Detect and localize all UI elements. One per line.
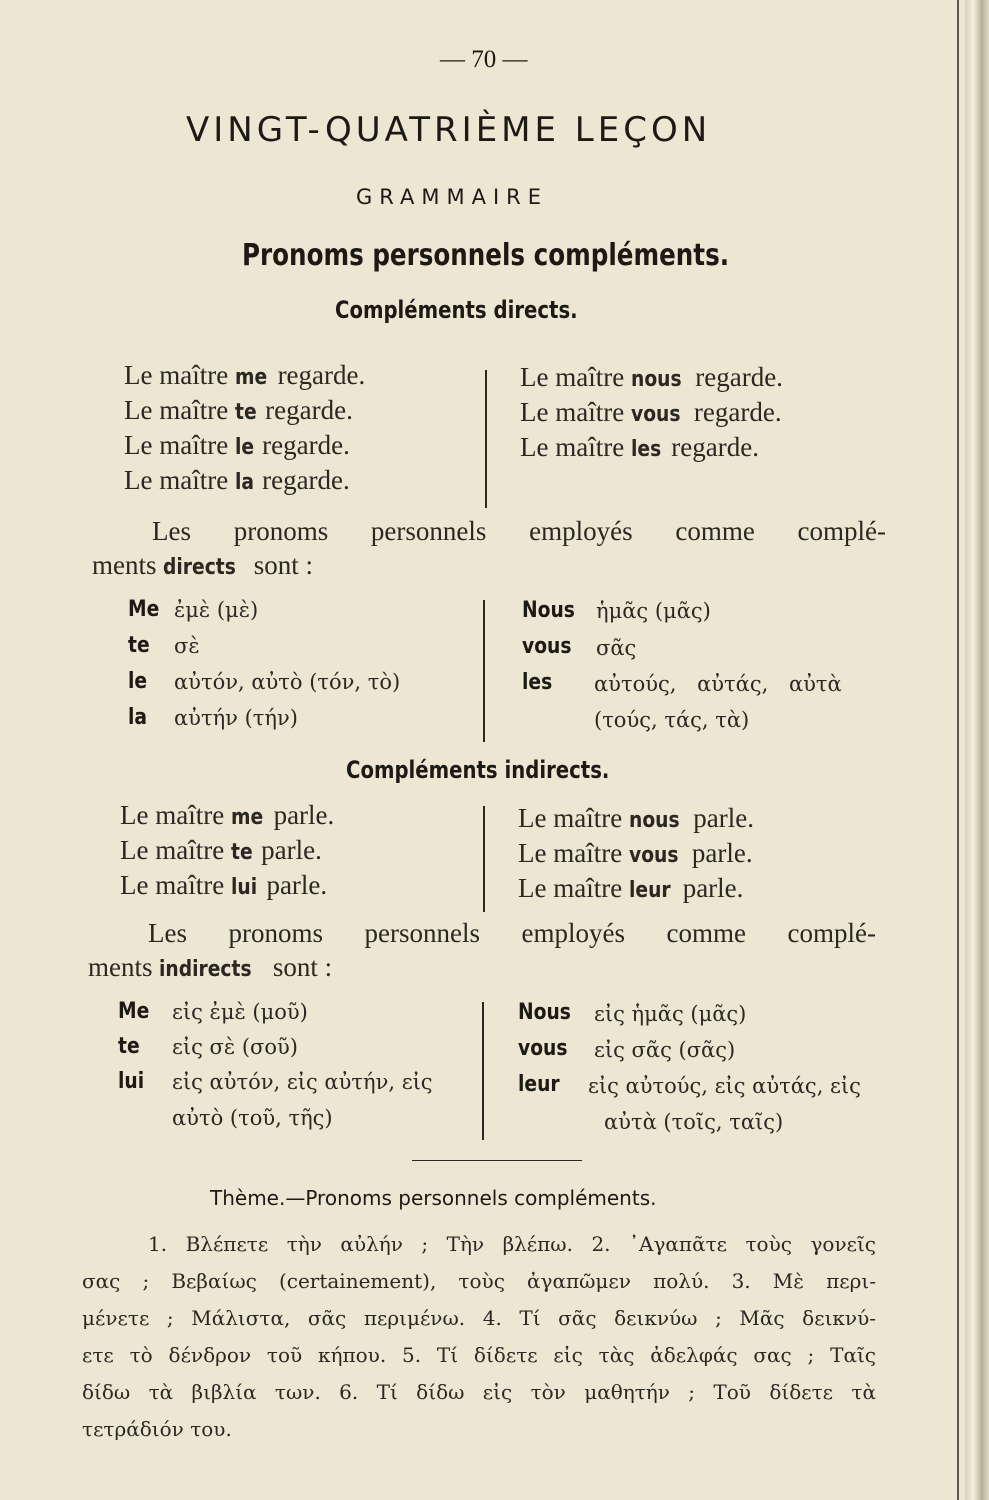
pronoun-fr: lui — [118, 1069, 145, 1094]
pronoun-gr: εἰς αὐτούς, εἰς αὐτάς, εἰς — [588, 1074, 861, 1098]
indirect-heading: Compléments indirects. — [346, 756, 610, 784]
theme-line: ετε τὸ δένδρον τοῦ κήπου. 5. Τί δίδετε εἰς τὰς ἀδελφάς σας ; Ταῖς — [82, 1343, 876, 1367]
pronoun-fr: te — [118, 1034, 140, 1059]
example-line: Le maître vous parle. — [518, 838, 753, 868]
pronoun-gr: αὐτόν, αὐτὸ (τόν, τὸ) — [174, 670, 401, 694]
column-divider — [483, 600, 485, 742]
pronoun-gr: εἰς ἡμᾶς (μᾶς) — [594, 1002, 747, 1026]
column-divider — [482, 1002, 484, 1140]
pronoun-gr: εἰς αὐτόν, εἰς αὐτήν, εἰς — [172, 1070, 433, 1094]
pronoun-gr: εἰς σᾶς (σᾶς) — [594, 1038, 736, 1062]
pronoun-fr: les — [522, 670, 553, 695]
pronoun-gr: ἡμᾶς (μᾶς) — [596, 599, 711, 623]
pronoun-fr: Me — [128, 597, 160, 622]
lesson-title: VINGT-QUATRIÈME LEÇON — [186, 110, 712, 150]
theme-line: 1. Βλέπετε τὴν αὐλήν ; Τὴν βλέπω. 2. ᾿Αγαπᾶτε τοὺς γονεῖς — [148, 1232, 876, 1256]
topic-title: Pronoms personnels compléments. — [242, 238, 730, 273]
pronoun-fr: leur — [518, 1072, 560, 1097]
pronoun-gr: αὐτούς, αὐτάς, αὐτὰ — [594, 672, 842, 696]
example-line: Le maître le regarde. — [124, 430, 350, 460]
pronoun-fr: te — [128, 633, 150, 658]
example-line: Le maître nous parle. — [518, 803, 754, 833]
pronoun-fr: Nous — [522, 598, 575, 623]
column-divider — [485, 370, 487, 508]
example-line: Le maître me regarde. — [124, 360, 366, 390]
page-gutter — [965, 0, 989, 1500]
theme-line: τετράδιόν του. — [82, 1417, 232, 1441]
example-line: Le maître lui parle. — [120, 870, 328, 900]
pronoun-fr: vous — [522, 634, 572, 659]
example-line: Le maître te regarde. — [124, 395, 353, 425]
explanation-text: Les pronoms personnels employés comme complé- — [152, 516, 886, 546]
pronoun-gr-cont: αὐτὸ (τοῦ, τῆς) — [172, 1106, 333, 1130]
explanation-text: Les pronoms personnels employés comme complé- — [148, 918, 876, 948]
example-line: Le maître te parle. — [120, 835, 322, 865]
theme-heading: Thème.—Pronoms personnels compléments. — [210, 1186, 657, 1210]
pronoun-gr: σὲ — [174, 634, 200, 658]
explanation-text: ments directs sont : — [92, 550, 313, 580]
pronoun-gr: αὐτήν (τήν) — [174, 706, 298, 730]
pronoun-gr-cont: (τούς, τάς, τὰ) — [594, 708, 750, 732]
pronoun-gr: εἰς ἐμὲ (μοῦ) — [172, 1000, 308, 1024]
example-line: Le maître la regarde. — [124, 465, 350, 495]
pronoun-gr: ἐμὲ (μὲ) — [174, 598, 259, 622]
pronoun-fr: Me — [118, 999, 150, 1024]
pronoun-gr-cont: αὐτὰ (τοῖς, ταῖς) — [604, 1110, 784, 1134]
column-divider — [483, 806, 485, 912]
example-line: Le maître les regarde. — [520, 432, 759, 462]
theme-line: σας ; Βεβαίως (certainement), τοὺς ἀγαπῶμεν πολύ. 3. Μὲ περι- — [82, 1269, 876, 1293]
page-number: — 70 — — [440, 46, 528, 73]
binding-edge — [957, 0, 959, 1500]
theme-line: δίδω τὰ βιβλία των. 6. Τί δίδω εἰς τὸν μαθητήν ; Τοῦ δίδετε τὰ — [82, 1380, 876, 1404]
direct-heading: Compléments directs. — [335, 296, 578, 324]
pronoun-fr: la — [128, 705, 148, 730]
example-line: Le maître me parle. — [120, 800, 335, 830]
example-line: Le maître nous regarde. — [520, 362, 783, 392]
section-title: GRAMMAIRE — [356, 185, 549, 209]
pronoun-gr: εἰς σὲ (σοῦ) — [172, 1035, 298, 1059]
pronoun-fr: vous — [518, 1036, 568, 1061]
pronoun-gr: σᾶς — [596, 636, 637, 660]
explanation-text: ments indirects sont : — [88, 952, 333, 982]
example-line: Le maître leur parle. — [518, 873, 744, 903]
theme-line: μένετε ; Μάλιστα, σᾶς περιμένω. 4. Τί σᾶς δεικνύω ; Μᾶς δεικνύ- — [82, 1306, 876, 1330]
section-separator — [412, 1160, 582, 1161]
example-line: Le maître vous regarde. — [520, 397, 782, 427]
pronoun-fr: Nous — [518, 1000, 571, 1025]
pronoun-fr: le — [128, 669, 148, 694]
